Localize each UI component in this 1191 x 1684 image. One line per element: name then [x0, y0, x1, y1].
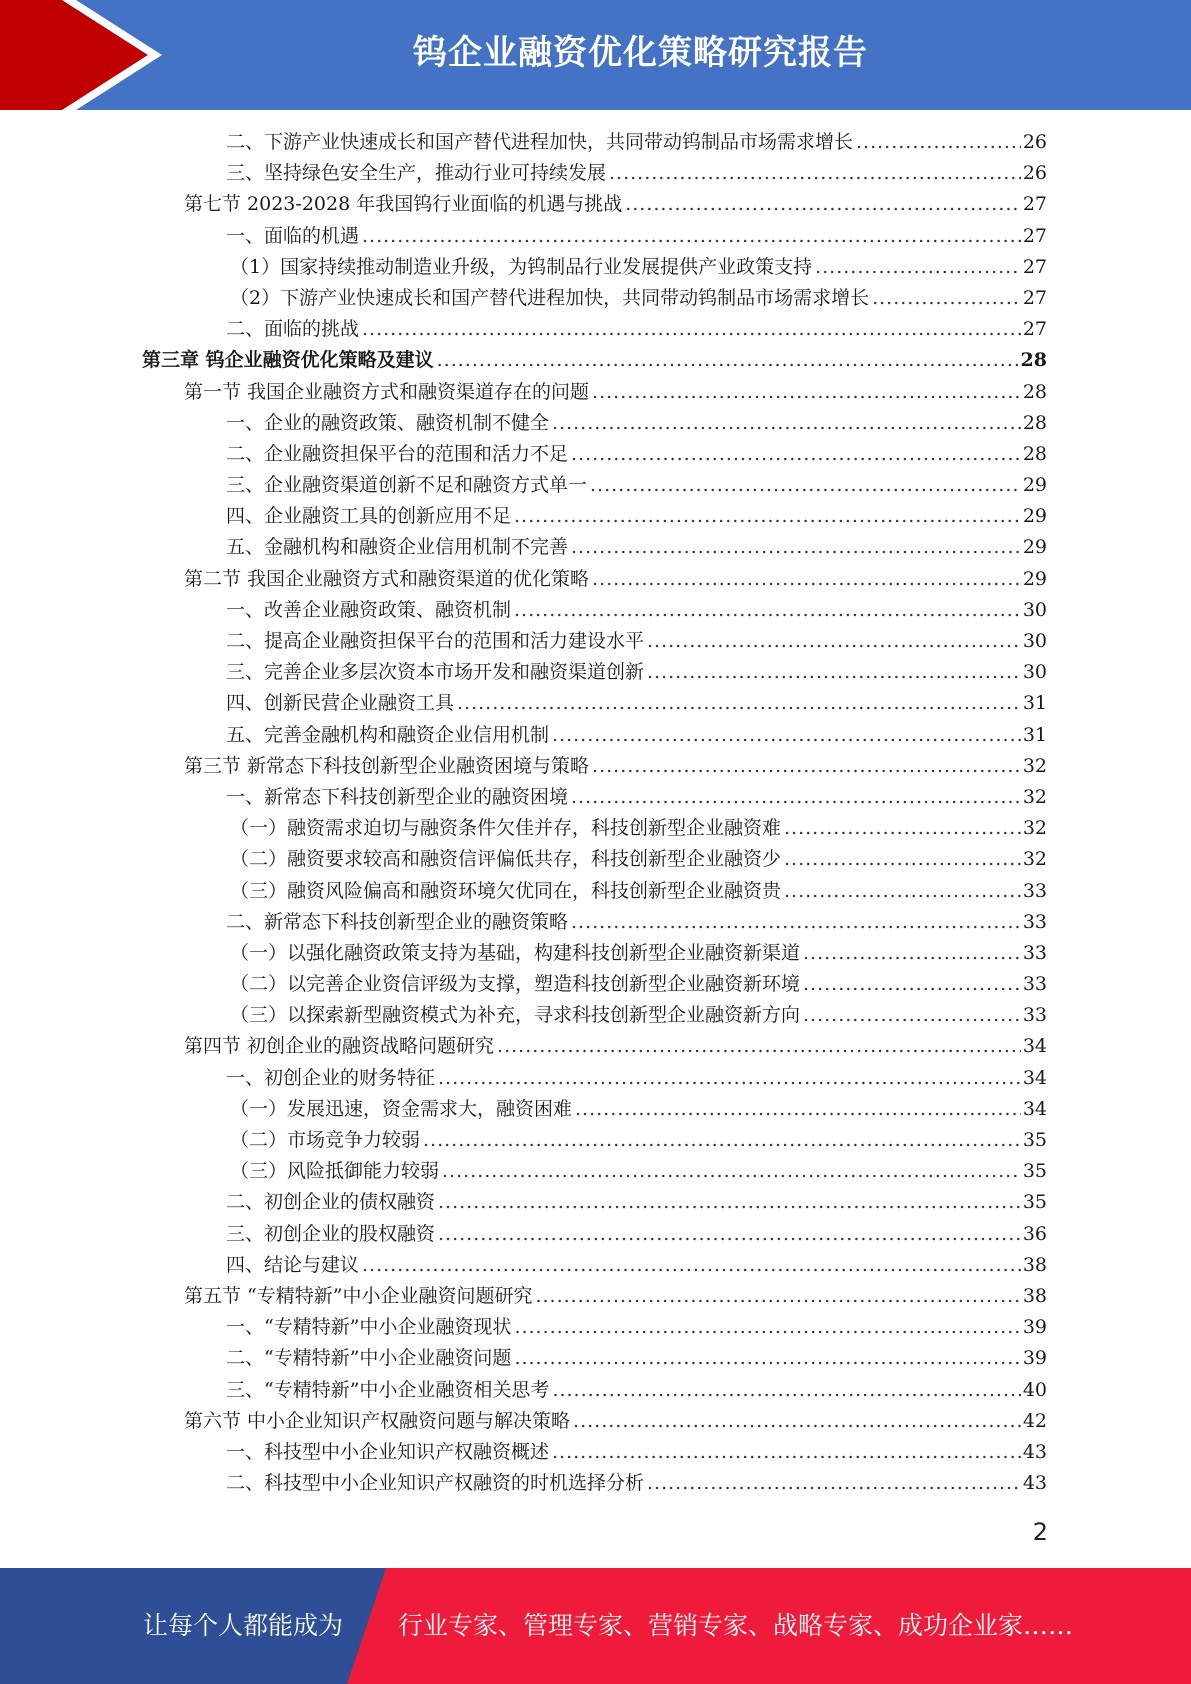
toc-leader-dots [552, 1375, 1020, 1406]
toc-entry[interactable] [0, 1187, 1191, 1218]
toc-entry-title: 二、初创企业的债权融资 [226, 1191, 436, 1214]
toc-entry-page: 30 [1022, 661, 1047, 684]
toc-leader-dots [514, 1343, 1020, 1374]
toc-entry-page: 35 [1022, 1160, 1047, 1183]
footer-slogan-left: 让每个人都能成为 [143, 1611, 344, 1640]
toc-leader-dots [514, 501, 1021, 532]
toc-entry-title: 一、科技型中小企业知识产权融资概述 [226, 1440, 550, 1463]
toc-entry-page: 33 [1022, 910, 1047, 933]
toc-leader-dots [362, 221, 1021, 252]
toc-leader-dots [625, 189, 1021, 220]
toc-entry[interactable] [0, 595, 1191, 626]
toc-entry-page: 26 [1022, 131, 1047, 153]
toc-leader-dots [784, 844, 1021, 875]
toc-entry-title: 第三节 新常态下科技创新型企业融资困境与策略 [184, 754, 590, 777]
table-of-contents [0, 127, 1191, 1499]
toc-entry-title: 一、“专精特新”中小企业融资现状 [226, 1316, 512, 1339]
toc-leader-dots [442, 1156, 1021, 1187]
toc-entry-title: （二）融资要求较高和融资信评偏低共存，科技创新型企业融资少 [230, 848, 782, 871]
toc-entry-title: 二、企业融资担保平台的范围和活力不足 [226, 442, 569, 465]
footer-slogan-right: 行业专家、管理专家、营销专家、战略专家、成功企业家…… [398, 1611, 1074, 1640]
toc-leader-dots [803, 969, 1021, 1000]
toc-leader-dots [784, 813, 1021, 844]
toc-entry-title: 第五节 “专精特新”中小企业融资问题研究 [184, 1284, 533, 1307]
toc-leader-dots [609, 158, 1021, 189]
toc-entry[interactable] [0, 439, 1191, 470]
toc-entry[interactable] [0, 907, 1191, 938]
toc-entry-title: （三）以探索新型融资模式为补充，寻求科技创新型企业融资新方向 [230, 1004, 801, 1027]
toc-entry-title: 二、科技型中小企业知识产权融资的时机选择分析 [226, 1472, 645, 1495]
toc-entry-page: 43 [1022, 1472, 1047, 1495]
toc-entry-page: 28 [1022, 442, 1047, 465]
toc-entry[interactable] [0, 1156, 1191, 1187]
toc-entry[interactable] [0, 564, 1191, 595]
toc-entry[interactable] [0, 1437, 1191, 1468]
toc-leader-dots [457, 688, 1021, 719]
toc-entry-page: 29 [1022, 505, 1047, 528]
toc-entry-title: （2）下游产业快速成长和国产替代进程加快，共同带动钨制品市场需求增长 [230, 286, 870, 309]
toc-entry-page: 40 [1022, 1378, 1047, 1401]
toc-leader-dots [647, 1468, 1021, 1499]
toc-leader-dots [438, 1219, 1021, 1250]
toc-entry-title: 第四节 初创企业的融资战略问题研究 [184, 1035, 495, 1058]
toc-entry-title: 一、改善企业融资政策、融资机制 [226, 598, 512, 621]
toc-leader-dots [592, 751, 1021, 782]
toc-entry[interactable] [0, 782, 1191, 813]
toc-entry[interactable] [0, 813, 1191, 844]
toc-entry-page: 29 [1022, 474, 1047, 497]
toc-entry[interactable] [0, 1219, 1191, 1250]
toc-entry[interactable] [0, 221, 1191, 252]
toc-entry[interactable] [0, 345, 1191, 376]
toc-leader-dots [647, 657, 1021, 688]
toc-entry-title: 一、初创企业的财务特征 [226, 1066, 436, 1089]
toc-entry[interactable] [0, 408, 1191, 439]
toc-leader-dots [571, 907, 1021, 938]
toc-entry-title: （一）发展迅速，资金需求大，融资困难 [230, 1097, 573, 1120]
toc-leader-dots [803, 938, 1021, 969]
toc-leader-dots [571, 782, 1021, 813]
toc-entry[interactable] [0, 189, 1191, 220]
toc-entry[interactable] [0, 1406, 1191, 1437]
toc-entry-title: （三）融资风险偏高和融资环境欠优同在，科技创新型企业融资贵 [230, 879, 782, 902]
toc-leader-dots [535, 1281, 1020, 1312]
toc-entry-page: 33 [1022, 879, 1047, 902]
toc-entry-page: 27 [1022, 318, 1047, 341]
toc-entry[interactable] [0, 1468, 1191, 1499]
toc-entry-page: 34 [1022, 1035, 1047, 1058]
toc-entry-page: 27 [1022, 224, 1047, 247]
toc-entry-title: 三、初创企业的股权融资 [226, 1222, 436, 1245]
toc-entry-title: 一、新常态下科技创新型企业的融资困境 [226, 785, 569, 808]
toc-leader-dots [552, 720, 1021, 751]
toc-entry-page: 32 [1022, 817, 1047, 840]
toc-entry-page: 38 [1022, 1253, 1047, 1276]
toc-entry-title: 二、“专精特新”中小企业融资问题 [226, 1347, 512, 1370]
toc-entry-page: 31 [1022, 723, 1047, 746]
toc-entry[interactable] [0, 314, 1191, 345]
toc-leader-dots [592, 564, 1021, 595]
toc-entry-title: （三）风险抵御能力较弱 [230, 1160, 440, 1183]
toc-entry[interactable] [0, 1000, 1191, 1031]
toc-leader-dots [438, 1187, 1021, 1218]
toc-leader-dots [803, 1000, 1021, 1031]
toc-leader-dots [423, 1125, 1021, 1156]
toc-entry[interactable] [0, 969, 1191, 1000]
page-footer [0, 1568, 1191, 1684]
toc-leader-dots [571, 439, 1021, 470]
toc-leader-dots [362, 314, 1021, 345]
toc-entry-page: 28 [1022, 411, 1047, 434]
toc-entry-page: 33 [1022, 973, 1047, 996]
toc-entry-page: 39 [1022, 1316, 1047, 1339]
toc-entry[interactable] [0, 1125, 1191, 1156]
page-number: 2 [1032, 1518, 1048, 1546]
report-title: 钨企业融资优化策略研究报告 [413, 33, 868, 73]
toc-entry-title: 五、完善金融机构和融资企业信用机制 [226, 723, 550, 746]
toc-entry-title: 四、结论与建议 [226, 1253, 360, 1276]
toc-entry-title: 第三章 钨企业融资优化策略及建议 [142, 349, 434, 372]
toc-entry-page: 31 [1022, 692, 1047, 715]
toc-entry[interactable] [0, 252, 1191, 283]
toc-leader-dots [514, 1312, 1020, 1343]
toc-leader-dots [575, 1094, 1021, 1125]
toc-entry-title: 第七节 2023-2028 年我国钨行业面临的机遇与挑战 [184, 193, 623, 216]
toc-entry-title: （一）以强化融资政策支持为基础，构建科技创新型企业融资新渠道 [230, 941, 801, 964]
toc-entry-page: 32 [1022, 754, 1047, 777]
toc-entry-title: 三、“专精特新”中小企业融资相关思考 [226, 1378, 550, 1401]
toc-entry-title: 三、坚持绿色安全生产，推动行业可持续发展 [226, 162, 607, 185]
toc-entry[interactable] [0, 1343, 1191, 1374]
toc-entry[interactable] [0, 1094, 1191, 1125]
toc-entry-title: 二、提高企业融资担保平台的范围和活力建设水平 [226, 630, 645, 652]
toc-entry-page: 38 [1022, 1284, 1047, 1307]
toc-entry[interactable] [0, 657, 1191, 688]
toc-entry-page: 42 [1022, 1409, 1047, 1432]
toc-leader-dots [872, 283, 1021, 314]
toc-entry-title: （一）融资需求迫切与融资条件欠佳并存，科技创新型企业融资难 [230, 817, 782, 840]
toc-leader-dots [573, 1406, 1021, 1437]
toc-entry-page: 33 [1022, 941, 1047, 964]
toc-entry[interactable] [0, 876, 1191, 907]
toc-entry-page: 36 [1022, 1222, 1047, 1245]
toc-entry[interactable] [0, 1312, 1191, 1343]
toc-entry[interactable] [0, 938, 1191, 969]
toc-entry[interactable] [0, 688, 1191, 719]
toc-entry-title: 四、企业融资工具的创新应用不足 [226, 505, 512, 528]
toc-leader-dots [590, 470, 1021, 501]
toc-entry[interactable] [0, 720, 1191, 751]
toc-entry-page: 28 [1022, 380, 1047, 403]
toc-entry[interactable] [0, 470, 1191, 501]
toc-leader-dots [514, 595, 1021, 626]
toc-leader-dots [497, 1031, 1021, 1062]
toc-entry-page: 27 [1022, 193, 1047, 216]
toc-entry[interactable] [0, 844, 1191, 875]
toc-entry[interactable] [0, 751, 1191, 782]
toc-entry-page: 35 [1022, 1129, 1047, 1151]
toc-entry-page: 29 [1022, 567, 1047, 590]
toc-leader-dots [362, 1250, 1021, 1281]
toc-leader-dots [437, 345, 1019, 376]
toc-leader-dots [438, 1063, 1021, 1094]
toc-entry[interactable] [0, 283, 1191, 314]
toc-entry-title: （二）以完善企业资信评级为支撑，塑造科技创新型企业融资新环境 [230, 973, 801, 996]
toc-entry-title: 三、完善企业多层次资本市场开发和融资渠道创新 [226, 661, 645, 684]
toc-entry-page: 43 [1022, 1440, 1047, 1463]
toc-entry[interactable] [0, 1031, 1191, 1062]
toc-leader-dots [815, 252, 1021, 283]
toc-entry-page: 33 [1022, 1004, 1047, 1027]
toc-entry-page: 30 [1022, 630, 1047, 652]
toc-entry-page: 34 [1022, 1097, 1047, 1120]
toc-entry-title: （1）国家持续推动制造业升级，为钨制品行业发展提供产业政策支持 [230, 255, 813, 278]
toc-entry-title: 第六节 中小企业知识产权融资问题与解决策略 [184, 1409, 571, 1432]
toc-leader-dots [592, 377, 1021, 408]
toc-entry[interactable] [0, 1281, 1191, 1312]
toc-entry-page: 29 [1022, 536, 1047, 559]
toc-leader-dots [647, 626, 1021, 657]
toc-entry-title: （二）市场竞争力较弱 [230, 1129, 421, 1151]
toc-entry-title: 第一节 我国企业融资方式和融资渠道存在的问题 [184, 380, 590, 403]
toc-entry-title: 二、新常态下科技创新型企业的融资策略 [226, 910, 569, 933]
toc-leader-dots [784, 876, 1021, 907]
toc-entry[interactable] [0, 158, 1191, 189]
toc-entry-title: 一、企业的融资政策、融资机制不健全 [226, 411, 550, 434]
toc-entry-title: 一、面临的机遇 [226, 224, 360, 247]
toc-leader-dots [552, 408, 1021, 439]
toc-entry[interactable] [0, 1375, 1191, 1406]
toc-entry-page: 30 [1022, 598, 1047, 621]
toc-entry-page: 27 [1022, 255, 1047, 278]
toc-entry-page: 39 [1022, 1347, 1047, 1370]
toc-entry[interactable] [0, 1063, 1191, 1094]
toc-entry-title: 五、金融机构和融资企业信用机制不完善 [226, 536, 569, 559]
toc-entry-title: 二、下游产业快速成长和国产替代进程加快，共同带动钨制品市场需求增长 [226, 131, 854, 153]
toc-entry[interactable] [0, 532, 1191, 563]
toc-entry[interactable] [0, 127, 1191, 158]
page-header [0, 0, 1191, 110]
toc-entry-page: 32 [1022, 848, 1047, 871]
toc-entry-page: 26 [1022, 162, 1047, 185]
toc-entry-page: 34 [1022, 1066, 1047, 1089]
toc-entry-title: 四、创新民营企业融资工具 [226, 692, 455, 715]
toc-leader-dots [856, 127, 1021, 158]
toc-entry[interactable] [0, 626, 1191, 657]
toc-entry[interactable] [0, 377, 1191, 408]
toc-entry[interactable] [0, 1250, 1191, 1281]
toc-entry[interactable] [0, 501, 1191, 532]
toc-entry-page: 35 [1022, 1191, 1047, 1214]
toc-leader-dots [552, 1437, 1021, 1468]
toc-entry-page: 28 [1020, 349, 1047, 372]
toc-leader-dots [571, 532, 1021, 563]
toc-entry-page: 27 [1022, 286, 1047, 309]
toc-entry-title: 三、企业融资渠道创新不足和融资方式单一 [226, 474, 588, 497]
toc-entry-title: 第二节 我国企业融资方式和融资渠道的优化策略 [184, 567, 590, 590]
toc-entry-page: 32 [1022, 785, 1047, 808]
toc-entry-title: 二、面临的挑战 [226, 318, 360, 341]
